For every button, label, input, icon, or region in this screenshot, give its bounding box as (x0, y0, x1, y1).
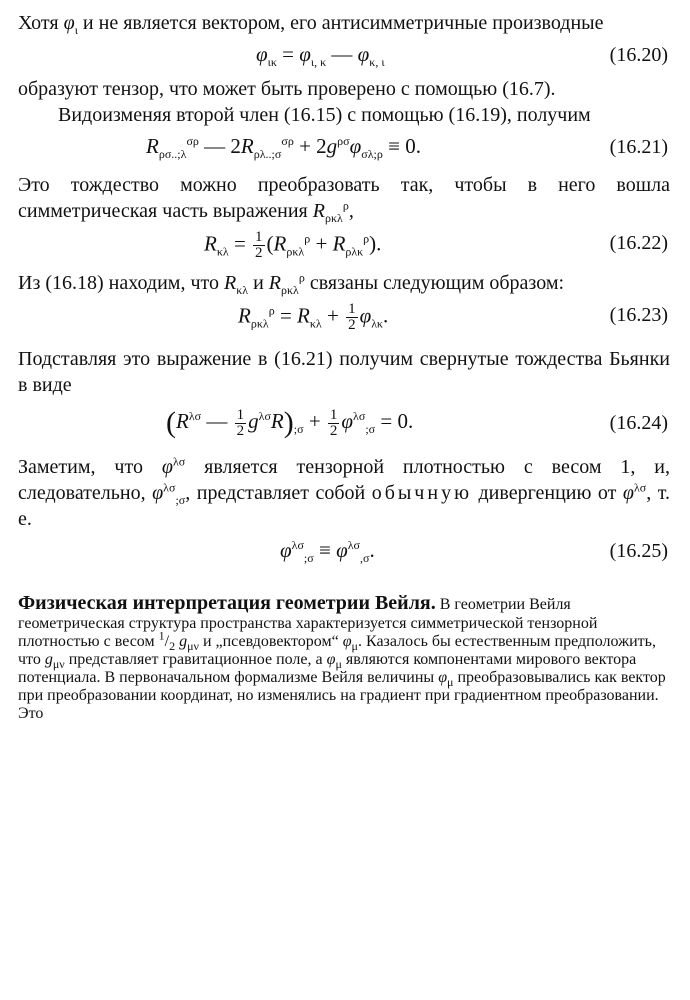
paragraph-4: Это тождество можно преобразовать так, чтобы в него вошла симметрическая часть выражения $R_{\rho\kappa\lambda}^\rho$, (18, 174, 670, 225)
equation-number: (16.24) (609, 412, 668, 434)
equation-number: (16.25) (609, 540, 668, 562)
paragraph-2: образуют тензор, что может быть проверено с помощью (16.7). (18, 78, 556, 100)
equation-16-22: $R_{\kappa\lambda}$ = $\frac{1}{2}$ $(R_{\rho\kappa\lambda}^\rho + R_{\rho\lambda\kappa}^\rho)$. (16.22) (204, 229, 668, 261)
section-title: Физическая интерпретация геометрии Вейля. (18, 592, 436, 614)
page-content: Хотя $\varphi_\iota$ и не является вектором, его антисимметричные производные $\varphi_{\iota\kappa} = \varphi_{\iota, \kappa}$ — $\varphi_{\kappa, \iota}$ (16.20) образуют тензор, что может быть проверено с помощью (16.7). Видоизменяя второй член (16.15) с помощью (16.19), получим $R_{\rho\sigma..;\lambda}^{\sigma\rho}$ — $2R_{\rho\lambda..;\sigma}^{\sigma\rho} + 2g^{\rho\sigma}\varphi_{\sigma\lambda;\rho} \equiv 0$. (16.21) Это тождество можно преобразовать так, чтобы в него вошла симметрическая часть выражения $R_{\rho\kappa\lambda}^\rho$, $R_{\kappa\lambda}$ = $\frac{1}{2}$ $(R_{\rho\kappa\lambda}^\rho + R_{\rho\lambda\kappa}^\rho)$. (16.22) Из (16.18) находим, что $R_{\kappa\lambda}$ и $R_{\rho\kappa\lambda}^\rho$ связаны следующим образом: $R_{\rho\kappa\lambda}^\rho = R_{\kappa\lambda}$ + $\frac{1}{2}$ $\varphi_{\lambda\kappa}$. (16.23) Подставляя это выражение в (16.21) получим свернутые тождества Бьянки в виде ($R^{\lambda\sigma}$ — $\frac{1}{2}$ $g^{\lambda\sigma}R)_{;\sigma}$ + $\frac{1}{2}$ $\varphi^{\lambda\sigma}_{;\sigma} = 0$. (16.24) Заметим, что $\varphi^{\lambda\sigma}$ является тензорной плотностью с весом 1, и, следовательно, $\varphi^{\lambda\sigma}_{;\sigma}$, представляет собой обычную дивергенцию от $\varphi^{\lambda\sigma}$, т. е. $\varphi^{\lambda\sigma}_{;\sigma} \equiv \varphi^{\lambda\sigma}_{,\sigma}$. (16.25) Физическая интерпретация геометрии Вейля. В геометрии Вейля геометрическая структура пространства характеризуется симметрической тензорной плотностью с весом $^1/_2$ $g_{\mu\nu}$ и „псевдовектором“ $\varphi_\mu$. Казалось бы естественным предположить, что $g_{\mu\nu}$ представляет гравитационное поле, а $\varphi_\mu$ являются компонентами мирового вектора потенциала. В первоначальном формализме Вейля величины $\varphi_\mu$ преобразовывались как вектор при преобразовании координат, но изменялись на градиент при градиентном преобразовании. Это (18, 12, 670, 722)
paragraph-6: Подставляя это выражение в (16.21) получим свернутые тождества Бьянки в виде (18, 348, 670, 396)
paragraph-3: Видоизменяя второй член (16.15) с помощью (16.19), получим (58, 104, 591, 126)
equation-number: (16.20) (609, 44, 668, 66)
equation-16-24: ($R^{\lambda\sigma}$ — $\frac{1}{2}$ $g^{\lambda\sigma}R)_{;\sigma}$ + $\frac{1}{2}$ $\varphi^{\lambda\sigma}_{;\sigma} = 0$. (16.24) (166, 406, 668, 439)
equation-16-21: $R_{\rho\sigma..;\lambda}^{\sigma\rho}$ — $2R_{\rho\lambda..;\sigma}^{\sigma\rho} + 2g^{\rho\sigma}\varphi_{\sigma\lambda;\rho} \equiv 0$. (16.21) (146, 134, 668, 162)
paragraph-5: Из (16.18) находим, что $R_{\kappa\lambda}$ и $R_{\rho\kappa\lambda}^\rho$ связаны следующим образом: (18, 270, 565, 297)
equation-number: (16.22) (609, 232, 668, 254)
paragraph-1: Хотя $\varphi_\iota$ и не является вектором, его антисимметричные производные (18, 12, 604, 37)
paragraph-7: Заметим, что $\varphi^{\lambda\sigma}$ является тензорной плотностью с весом 1, и, следовательно, $\varphi^{\lambda\sigma}_{;\sigma}$, представляет собой обычную дивергенцию от $\varphi^{\lambda\sigma}$, т. е. (18, 454, 670, 530)
equation-number: (16.21) (609, 136, 668, 158)
equation-16-20: $\varphi_{\iota\kappa} = \varphi_{\iota, \kappa}$ — $\varphi_{\kappa, \iota}$ (16.20) (256, 42, 668, 70)
equation-16-25: $\varphi^{\lambda\sigma}_{;\sigma} \equiv \varphi^{\lambda\sigma}_{,\sigma}$. (16.25) (280, 538, 668, 566)
equation-number: (16.23) (609, 304, 668, 326)
equation-16-23: $R_{\rho\kappa\lambda}^\rho = R_{\kappa\lambda}$ + $\frac{1}{2}$ $\varphi_{\lambda\kappa}$. (16.23) (238, 301, 668, 333)
